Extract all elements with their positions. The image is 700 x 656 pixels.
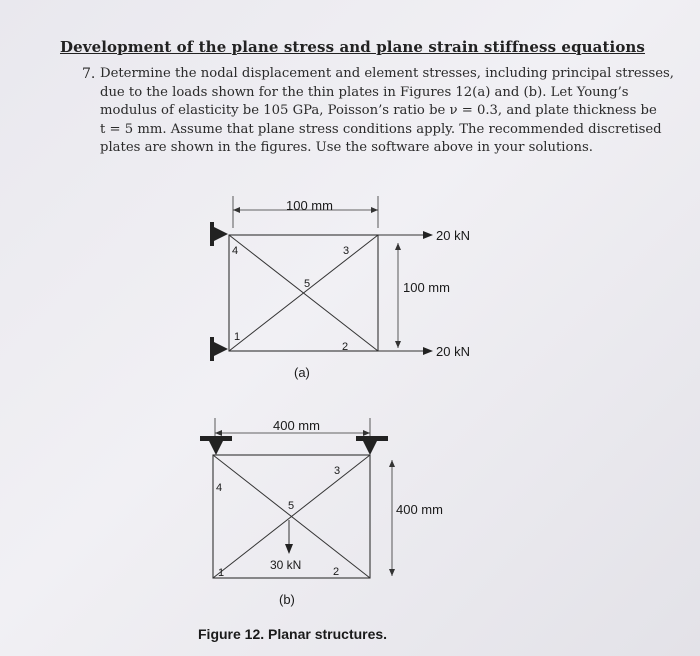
support-b-right-ceiling — [356, 436, 388, 441]
question-number: 7. — [82, 66, 96, 82]
dim-b-width-label: 400 mm — [273, 418, 320, 433]
support-b-left-ceiling — [200, 436, 232, 441]
support-b-right-pin-icon — [363, 441, 377, 455]
dim-a-width-label: 100 mm — [286, 198, 333, 213]
section-title: Development of the plane stress and plane strain stiffness equations — [60, 38, 645, 56]
load-b-label: 30 kN — [270, 558, 302, 572]
node-a-4: 4 — [232, 245, 239, 257]
support-b-left-pin-icon — [209, 441, 223, 455]
node-b-1: 1 — [218, 567, 225, 579]
figure-b-labels — [216, 418, 443, 607]
load-a-top-label: 20 kN — [436, 228, 470, 243]
figure-b — [200, 418, 395, 578]
figure-b-caption: (b) — [279, 592, 295, 607]
figure-caption: Figure 12. Planar structures. — [198, 626, 388, 642]
node-a-2: 2 — [342, 341, 349, 353]
support-a-top-wall — [210, 222, 214, 246]
question-line: plates are shown in the figures. Use the software above in your solutions. — [100, 140, 593, 155]
question-line: t = 5 mm. Assume that plane stress conditions apply. The recommended discretised — [100, 121, 662, 137]
support-a-top-pin-icon — [214, 227, 228, 241]
question-line: modulus of elasticity be 105 GPa, Poisson’s ratio be ν = 0.3, and plate thickness be — [100, 103, 657, 118]
dim-b-height-label: 400 mm — [396, 502, 443, 517]
figure-a — [210, 196, 432, 361]
node-a-3: 3 — [343, 245, 350, 257]
figure-a-labels — [232, 198, 470, 380]
load-a-bottom-label: 20 kN — [436, 344, 470, 359]
node-b-3: 3 — [334, 465, 341, 477]
node-b-5: 5 — [288, 500, 295, 512]
node-a-1: 1 — [234, 331, 241, 343]
support-a-bottom-pin-icon — [214, 342, 228, 356]
node-a-5: 5 — [304, 278, 311, 290]
dim-a-height-label: 100 mm — [403, 280, 450, 295]
node-b-4: 4 — [216, 482, 223, 494]
node-b-2: 2 — [333, 566, 340, 578]
support-a-bottom-wall — [210, 337, 214, 361]
figure-a-caption: (a) — [294, 365, 310, 380]
question-line: due to the loads shown for the thin plates in Figures 12(a) and (b). Let Young’s — [100, 84, 629, 100]
question-line: Determine the nodal displacement and element stresses, including principal stresses, — [100, 66, 674, 81]
